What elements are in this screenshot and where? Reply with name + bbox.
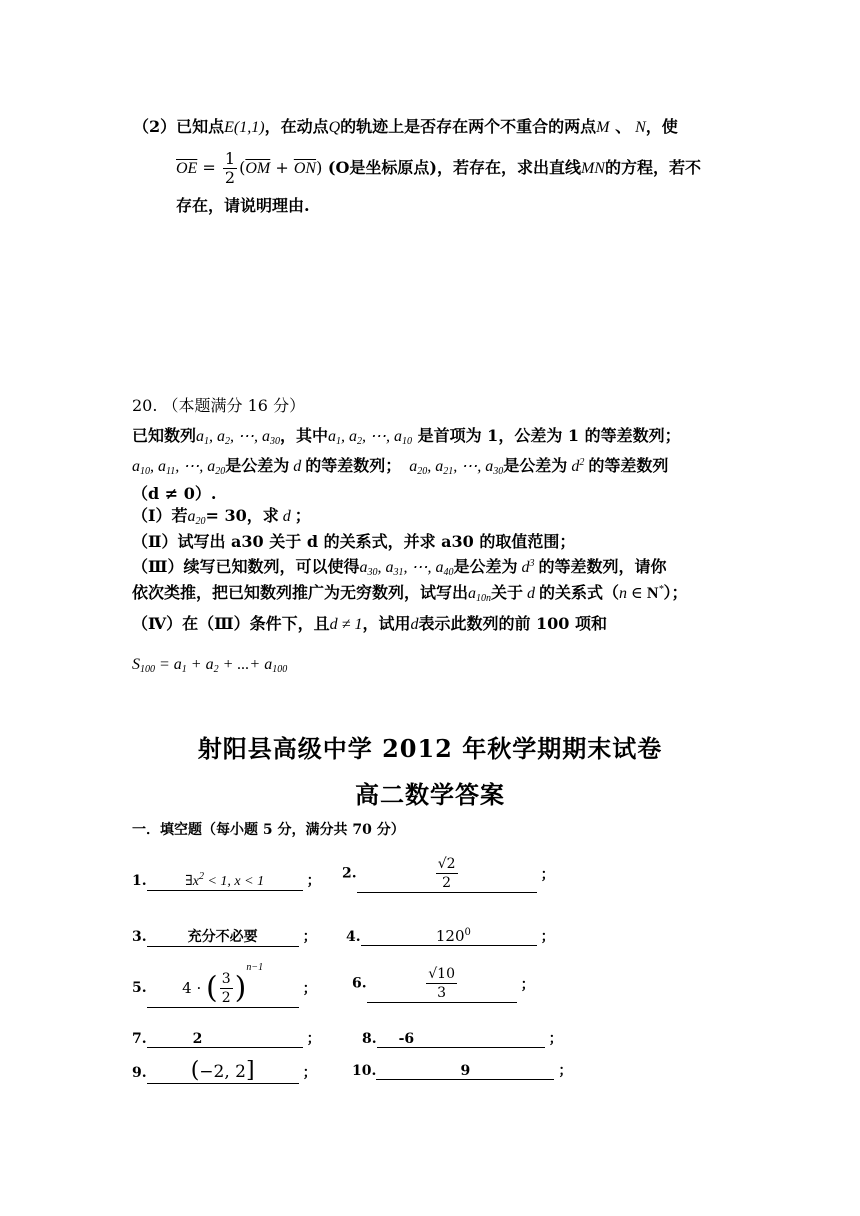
q20-sum-formula: $S_{100} = a_1 + a_2$ + ...+ $a_{100}$: [132, 656, 288, 675]
q20-header: 20. （本题满分 16 分）: [132, 396, 306, 415]
q20-line1: 已知数列$a_1$, $a_2$, ⋯, $a_{30}$，其中$a_1$, $a_2$, ⋯, $a_{10}$ 是首项为 1，公差为 1 的等差数列；: [132, 426, 681, 447]
q19-part2-line1: （2）已知点E(1,1)，在动点Q的轨迹上是否存在两个不重合的两点M 、 N，使: [133, 117, 678, 136]
q20-part3-line2: 依次类推，把已知数列推广为无穷数列，试写出$a_{10n}$关于 d 的关系式（n ∈ N*）；: [132, 583, 688, 604]
answer-4: 4. $120^0$ ；: [346, 927, 555, 945]
q20-part1: （Ⅰ）若$a_{20}= 30$，求 d ；: [132, 506, 311, 527]
answer-5: 5. 4 · ( $\frac{3}{2}$ )$^{n-1}$；: [132, 962, 317, 1006]
answer-1: 1. $\exists x^2 < 1$, x < 1 ；: [132, 871, 321, 889]
q20-part3-line1: （Ⅲ）续写已知数列，可以使得$a_{30}$, $a_{31}$, ⋯, $a_{40}$是公差为 $d^3$ 的等差数列，请你: [132, 557, 667, 578]
q20-line3: （d ≠ 0）.: [132, 484, 217, 503]
half-fraction: $\frac{1}{2}$: [224, 149, 236, 187]
q20-part4: （Ⅳ）在（Ⅲ）条件下，且d ≠ 1，试用d表示此数列的前 100 项和: [132, 614, 607, 633]
answer-7: 7. 2 ；: [132, 1031, 321, 1047]
q19-vector-equation: $\overline{OE}$ = $\frac{1}{2}$ $(\overline{OM} + \overline{ON})$ (O是坐标原点)，若存在，求出直线MN的方程，若不: [176, 149, 701, 187]
answer-10: 10. 9 ；: [352, 1063, 573, 1079]
answer-3: 3. 充分不必要 ；: [132, 926, 317, 947]
section-heading: 一．填空题（每小题 5 分，满分共 70 分）: [132, 822, 405, 838]
q20-line2: $a_{10}$, $a_{11}$, ⋯, $a_{20}$是公差为 d 的等差数列； $a_{20}$, $a_{21}$, ⋯, $a_{30}$是公差为 $d^2$ 的等差数列: [132, 456, 669, 477]
answer-6: 6. $\frac{√10}{3}$ ；: [352, 966, 535, 1001]
answer-2: 2. $\frac{√2}{2}$ ；: [342, 856, 555, 891]
answer-title: 射阳县高级中学 2012 年秋学期期末试卷: [197, 734, 663, 763]
answer-subtitle: 高二数学答案: [355, 780, 505, 809]
answer-9: 9. (−2, 2] ；: [132, 1058, 317, 1083]
q19-part2-line3: 存在，请说明理由.: [176, 196, 310, 215]
answer-8: 8. -6 ；: [362, 1031, 563, 1047]
q20-part2: （Ⅱ）试写出 a30 关于 d 的关系式，并求 a30 的取值范围；: [132, 532, 576, 551]
